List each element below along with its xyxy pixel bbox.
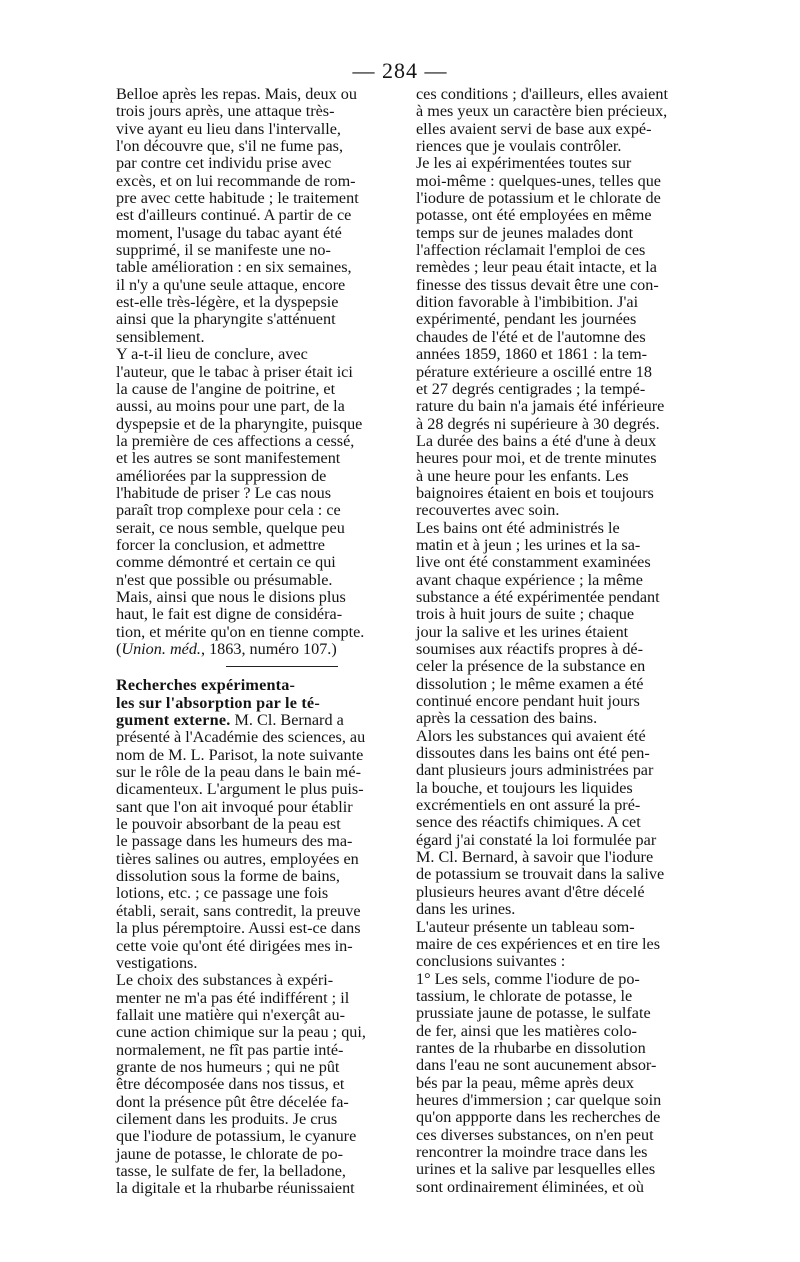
- text-line: qu'on appporte dans les recherches de: [416, 1108, 661, 1127]
- section-heading-line-2: les sur l'absorption par le té-: [116, 693, 320, 712]
- text-line: aussi, au moins pour une part, de la: [116, 397, 345, 416]
- text-line: rencontrer la moindre trace dans les: [416, 1142, 648, 1161]
- text-line: lotions, etc. ; ce passage une fois: [116, 884, 329, 903]
- text-line: M. Cl. Bernard, à savoir que l'iodure: [416, 848, 654, 867]
- text-line: heures pour moi, et de trente minutes: [416, 449, 657, 468]
- text-line: jaune de potasse, le chlorate de po-: [116, 1144, 343, 1163]
- text-line: temps sur de jeunes malades dont: [416, 223, 634, 242]
- text-line: comme démontré et certain ce qui: [116, 553, 336, 572]
- text-line: et 27 degrés centigrades ; la tempé-: [416, 379, 646, 398]
- text-line: rature du bain n'a jamais été inférieure: [416, 397, 665, 416]
- text-line: L'auteur présente un tableau som-: [416, 917, 635, 936]
- text-line: la plus péremptoire. Aussi est-ce dans: [116, 919, 361, 938]
- text-line: pre avec cette habitude ; le traitement: [116, 189, 359, 208]
- text-line: Je les ai expérimentées toutes sur: [416, 154, 632, 173]
- text-line: substance a été expérimentée pendant: [416, 587, 660, 606]
- text-line: la digitale et la rhubarbe réunissaient: [116, 1179, 355, 1198]
- text-line: l'habitude de priser ? Le cas nous: [116, 483, 332, 502]
- text-line: dissolution ; le même examen a été: [416, 674, 644, 693]
- left-text-block-2: [116, 729, 448, 1197]
- text-line: établi, serait, sans contredit, la preuve: [116, 901, 361, 920]
- text-line: dition favorable à l'imbibition. J'ai: [416, 293, 639, 312]
- text-line: rantes de la rhubarbe en dissolution: [416, 1038, 646, 1057]
- citation-prefix: (: [116, 640, 122, 658]
- text-line: que l'iodure de potassium, le cyanure: [116, 1127, 357, 1146]
- text-line: il n'y a qu'une seule attaque, encore: [116, 275, 346, 294]
- text-line: présenté à l'Académie des sciences, au: [116, 728, 366, 747]
- text-line: années 1859, 1860 et 1861 : la tem-: [416, 345, 648, 364]
- text-line: sensiblement.: [116, 327, 205, 346]
- text-line: trois jours après, une attaque très-: [116, 102, 335, 121]
- text-line: dans l'eau ne sont aucunement absor-: [416, 1056, 657, 1075]
- text-line: moment, l'usage du tabac ayant été: [116, 223, 342, 242]
- text-line: Les bains ont été administrés le: [416, 518, 620, 537]
- text-line: nom de M. L. Parisot, la note suivante: [116, 745, 364, 764]
- text-line: ainsi que la pharyngite s'atténuent: [116, 310, 336, 329]
- text-line: grante de nos humeurs ; qui ne pût: [116, 1057, 340, 1076]
- text-line: Y a-t-il lieu de conclure, avec: [116, 345, 308, 364]
- text-line: 1° Les sels, comme l'iodure de po-: [416, 969, 640, 988]
- section-heading-continuation: M. Cl. Bernard a: [230, 711, 344, 730]
- text-line: recouvertes avec soin.: [416, 501, 560, 520]
- page-number: — 284 —: [352, 58, 448, 83]
- text-line: est d'ailleurs continué. A partir de ce: [116, 206, 352, 225]
- text-line: maire de ces expériences et en tire les: [416, 934, 661, 953]
- text-line: dicamenteux. L'argument le plus puis-: [116, 780, 364, 799]
- text-line: être décomposée dans nos tissus, et: [116, 1075, 345, 1094]
- text-line: le pouvoir absorbant de la peau est: [116, 815, 341, 834]
- text-line: plusieurs heures avant d'être décelé: [416, 882, 645, 901]
- text-line: continué encore pendant huit jours: [416, 692, 640, 711]
- text-line: conclusions suivantes :: [416, 952, 566, 971]
- text-line: menter ne m'a pas été indifférent ; il: [116, 988, 350, 1007]
- text-line: supprimé, il se manifeste une no-: [116, 241, 331, 260]
- text-line: tion, et mérite qu'on en tienne compte.: [116, 622, 365, 641]
- text-line: de fer, ainsi que les matières colo-: [416, 1021, 637, 1040]
- right-text-block: [416, 86, 748, 1196]
- text-line: sence des réactifs chimiques. A cet: [416, 813, 641, 832]
- text-line: l'on découvre que, s'il ne fume pas,: [116, 137, 343, 156]
- text-line: améliorées par la suppression de: [116, 466, 327, 485]
- text-line: vestigations.: [116, 953, 198, 972]
- text-line: forcer la conclusion, et admettre: [116, 535, 325, 554]
- text-line: à 28 degrés ni supérieure à 30 degrés.: [416, 414, 660, 433]
- text-line: matin et à jeun ; les urines et la sa-: [416, 535, 641, 554]
- text-line: et les autres se sont manifestement: [116, 449, 341, 468]
- text-line: Le choix des substances à expéri-: [116, 971, 334, 990]
- text-line: la bouche, et toujours les liquides: [416, 778, 633, 797]
- text-line: paraît trop complexe pour cela : ce: [116, 501, 341, 520]
- text-line: l'iodure de potassium et le chlorate de: [416, 189, 661, 208]
- text-line: dissolution sous la forme de bains,: [116, 867, 340, 886]
- text-line: pérature extérieure a oscillé entre 18: [416, 362, 652, 381]
- left-column: [116, 86, 448, 1198]
- text-line: à mes yeux un caractère bien précieux,: [416, 102, 668, 121]
- text-line: serait, ce nous semble, quelque peu: [116, 518, 345, 537]
- text-line: dont la présence pût être décelée fa-: [116, 1092, 349, 1111]
- section-heading-line-1: Recherches expérimenta-: [116, 676, 296, 695]
- text-line: cilement dans les produits. Je crus: [116, 1109, 338, 1128]
- text-line: remèdes ; leur peau était intacte, et la: [416, 258, 657, 277]
- text-line: l'auteur, que le tabac à priser était ici: [116, 362, 353, 381]
- text-line: moi-même : quelques-unes, telles que: [416, 171, 661, 190]
- text-line: après la cessation des bains.: [416, 709, 598, 728]
- text-line: dissoutes dans les bains ont été pen-: [416, 744, 650, 763]
- section-heading-end: gument externe.: [116, 711, 231, 730]
- text-line: potasse, ont été employées en même: [416, 206, 652, 225]
- text-line: finesse des tissus devait être une con-: [416, 275, 659, 294]
- text-line: elles avaient servi de base aux expé-: [416, 119, 652, 138]
- text-line: baignoires étaient en bois et toujours: [416, 483, 654, 502]
- text-line: l'affection réclamait l'emploi de ces: [416, 241, 646, 260]
- text-line: cune action chimique sur la peau ; qui,: [116, 1023, 366, 1042]
- text-line: égard j'ai constaté la loi formulée par: [416, 830, 657, 849]
- text-line: dans les urines.: [416, 900, 516, 919]
- text-line: Belloe après les repas. Mais, deux ou: [116, 85, 357, 103]
- text-line: prussiate jaune de potasse, le sulfate: [416, 1004, 651, 1023]
- text-line: à une heure pour les enfants. Les: [416, 466, 629, 485]
- text-line: dant plusieurs jours administrées par: [416, 761, 654, 780]
- text-line: celer la présence de la substance en: [416, 657, 646, 676]
- text-line: live ont été constamment examinées: [416, 553, 651, 572]
- text-line: tières salines ou autres, employées en: [116, 849, 359, 868]
- text-line: fallait une matière qui n'exerçât au-: [116, 1005, 345, 1024]
- text-line: jour la salive et les urines étaient: [416, 622, 629, 641]
- text-line: sur le rôle de la peau dans le bain mé-: [116, 763, 361, 782]
- text-line: la cause de l'angine de poitrine, et: [116, 379, 336, 398]
- text-line: Alors les substances qui avaient été: [416, 726, 646, 745]
- text-line: normalement, ne fît pas partie inté-: [116, 1040, 344, 1059]
- citation-line: [116, 641, 448, 658]
- text-line: ces diverses substances, on n'en peut: [416, 1125, 654, 1144]
- citation-rest: , 1863, numéro 107.): [200, 640, 337, 658]
- text-line: sant que l'on ait invoqué pour établir: [116, 797, 353, 816]
- text-line: haut, le fait est digne de considéra-: [116, 605, 343, 624]
- text-line: par contre cet individu prise avec: [116, 154, 332, 173]
- text-line: riences que je voulais contrôler.: [416, 137, 622, 156]
- text-line: vive ayant eu lieu dans l'intervalle,: [116, 119, 341, 138]
- text-line: table amélioration : en six semaines,: [116, 258, 352, 277]
- text-line: n'est que possible ou présumable.: [116, 570, 333, 589]
- text-line: sont ordinairement éliminées, et où: [416, 1177, 644, 1196]
- text-line: cette voie qu'ont été dirigées mes in-: [116, 936, 353, 955]
- text-line: trois à huit jours de suite ; chaque: [416, 605, 635, 624]
- text-line: tassium, le chlorate de potasse, le: [416, 986, 633, 1005]
- text-line: excrémentiels en ont assuré la pré-: [416, 796, 641, 815]
- text-line: avant chaque expérience ; la même: [416, 570, 643, 589]
- text-line: heures d'immersion ; car quelque soin: [416, 1090, 662, 1109]
- text-line: bés par la peau, même après deux: [416, 1073, 634, 1092]
- text-line: de potassium se trouvait dans la salive: [416, 865, 665, 884]
- text-line: ces conditions ; d'ailleurs, elles avaient: [416, 85, 668, 103]
- text-line: chaudes de l'été et de l'automne des: [416, 327, 646, 346]
- text-line: soumises aux réactifs propres à dé-: [416, 640, 643, 658]
- text-line: dyspepsie et de la pharyngite, puisque: [116, 414, 363, 433]
- text-line: urines et la salive par lesquelles elles: [416, 1160, 656, 1179]
- text-line: la première de ces affections a cessé,: [116, 431, 355, 450]
- section-heading-line-3: [116, 712, 448, 729]
- text-line: expérimenté, pendant les journées: [416, 310, 637, 329]
- right-column: [416, 86, 748, 1196]
- text-line: excès, et on lui recommande de rom-: [116, 171, 356, 190]
- text-line: tasse, le sulfate de fer, la belladone,: [116, 1161, 346, 1180]
- text-line: est-elle très-légère, et la dyspepsie: [116, 293, 339, 312]
- text-line: La durée des bains a été d'une à deux: [416, 431, 657, 450]
- text-line: le passage dans les humeurs des ma-: [116, 832, 353, 851]
- text-line: Mais, ainsi que nous le disions plus: [116, 587, 346, 606]
- left-text-block-1: [116, 86, 448, 641]
- section-separator: [226, 666, 338, 667]
- citation-journal: Union. méd.: [121, 640, 201, 658]
